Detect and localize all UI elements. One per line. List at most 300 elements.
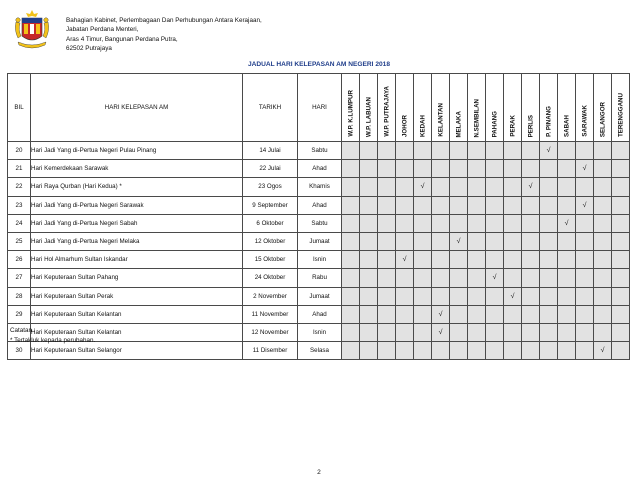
check-mark: √ — [600, 347, 605, 355]
state-cell — [396, 269, 414, 287]
holiday-day: Ahad — [298, 196, 342, 214]
state-cell — [540, 251, 558, 269]
state-cell — [540, 305, 558, 323]
state-cell — [342, 232, 360, 250]
state-cell — [468, 269, 486, 287]
state-cell — [576, 287, 594, 305]
holiday-name: Hari Jadi Yang di-Pertua Negeri Sabah — [31, 214, 243, 232]
row-number: 29 — [8, 305, 31, 323]
state-cell — [414, 305, 432, 323]
state-cell — [594, 342, 612, 360]
state-cell — [342, 269, 360, 287]
state-cell — [468, 178, 486, 196]
state-cell — [450, 287, 468, 305]
holiday-day: Ahad — [298, 160, 342, 178]
state-cell — [522, 142, 540, 160]
state-cell — [432, 269, 450, 287]
state-cell — [522, 342, 540, 360]
state-cell — [540, 232, 558, 250]
state-cell — [468, 305, 486, 323]
state-cell — [342, 251, 360, 269]
state-cell — [522, 251, 540, 269]
state-cell — [450, 160, 468, 178]
column-header-holiday: HARI KELEPASAN AM — [31, 74, 243, 142]
state-cell — [540, 287, 558, 305]
state-cell — [360, 214, 378, 232]
state-cell — [504, 214, 522, 232]
state-cell — [432, 305, 450, 323]
state-name: KEDAH — [419, 114, 426, 137]
notes — [10, 326, 95, 346]
state-cell — [576, 232, 594, 250]
state-cell — [378, 178, 396, 196]
state-cell — [612, 142, 630, 160]
row-number: 21 — [8, 160, 31, 178]
row-number: 25 — [8, 232, 31, 250]
state-cell — [468, 287, 486, 305]
state-cell — [486, 287, 504, 305]
state-cell — [594, 251, 612, 269]
holiday-day: Sabtu — [298, 214, 342, 232]
state-cell — [396, 160, 414, 178]
check-mark: √ — [582, 165, 587, 173]
holiday-day: Sabtu — [298, 142, 342, 160]
state-cell — [594, 269, 612, 287]
state-cell — [414, 142, 432, 160]
table-row — [8, 323, 630, 341]
state-cell — [360, 251, 378, 269]
holiday-date: 23 Ogos — [243, 178, 298, 196]
table-row — [8, 142, 630, 160]
state-cell — [396, 305, 414, 323]
address-line: Jabatan Perdana Menteri, — [66, 26, 139, 34]
holiday-date: 11 November — [243, 305, 298, 323]
table-body — [8, 142, 630, 360]
state-cell — [378, 232, 396, 250]
state-name: TERENGGANU — [617, 92, 624, 137]
state-cell — [360, 269, 378, 287]
state-cell — [432, 287, 450, 305]
state-cell — [396, 196, 414, 214]
state-cell — [540, 342, 558, 360]
state-cell — [342, 323, 360, 341]
column-header-state — [612, 74, 630, 142]
state-name: P. PINANG — [545, 106, 552, 137]
state-cell — [558, 305, 576, 323]
state-cell — [468, 196, 486, 214]
state-cell — [396, 142, 414, 160]
state-cell — [540, 196, 558, 214]
note-item: * Tertakluk kepada perubahan. — [10, 337, 96, 344]
state-cell — [468, 251, 486, 269]
state-cell — [576, 269, 594, 287]
state-cell — [414, 269, 432, 287]
state-cell — [342, 196, 360, 214]
state-name: PERLIS — [527, 114, 534, 137]
state-cell — [414, 232, 432, 250]
state-cell — [396, 178, 414, 196]
state-cell — [594, 196, 612, 214]
state-cell — [504, 160, 522, 178]
state-cell — [504, 142, 522, 160]
column-header-state — [468, 74, 486, 142]
column-header-state — [504, 74, 522, 142]
column-header-state — [396, 74, 414, 142]
state-cell — [504, 178, 522, 196]
row-number: 20 — [8, 142, 31, 160]
state-name: W.P. K.LUMPUR — [347, 90, 354, 137]
holiday-name: Hari Keputeraan Sultan Kelantan — [31, 305, 243, 323]
column-header-state — [342, 74, 360, 142]
malaysia-coat-of-arms-icon — [12, 8, 52, 52]
state-cell — [450, 251, 468, 269]
state-cell — [360, 160, 378, 178]
state-cell — [522, 214, 540, 232]
check-mark: √ — [438, 310, 443, 318]
state-cell — [414, 214, 432, 232]
state-cell — [450, 178, 468, 196]
state-cell — [522, 232, 540, 250]
state-cell — [396, 251, 414, 269]
state-cell — [414, 178, 432, 196]
table-row — [8, 160, 630, 178]
state-cell — [576, 323, 594, 341]
state-name: PERAK — [509, 115, 516, 137]
table-header-row — [8, 74, 630, 142]
page-number: 2 — [317, 469, 321, 476]
state-cell — [540, 214, 558, 232]
column-header-date: TARIKH — [243, 74, 298, 142]
state-cell — [612, 287, 630, 305]
state-cell — [540, 323, 558, 341]
holiday-day: Khamis — [298, 178, 342, 196]
table-row — [8, 342, 630, 360]
state-cell — [414, 342, 432, 360]
holiday-name: Hari Jadi Yang di-Pertua Negeri Sarawak — [31, 196, 243, 214]
state-cell — [414, 196, 432, 214]
check-mark: √ — [546, 147, 551, 155]
state-cell — [594, 287, 612, 305]
state-cell — [450, 142, 468, 160]
state-cell — [360, 232, 378, 250]
document-title: JADUAL HARI KELEPASAN AM NEGERI 2018 — [247, 61, 391, 68]
state-cell — [522, 269, 540, 287]
state-cell — [378, 196, 396, 214]
row-number: 30 — [8, 342, 31, 360]
state-cell — [612, 323, 630, 341]
state-name: N.SEMBILAN — [473, 98, 480, 137]
state-cell — [594, 305, 612, 323]
state-cell — [396, 323, 414, 341]
state-cell — [504, 269, 522, 287]
state-cell — [558, 342, 576, 360]
check-mark: √ — [510, 292, 515, 300]
state-name: W.P. LABUAN — [365, 96, 372, 137]
state-cell — [432, 251, 450, 269]
state-cell — [450, 323, 468, 341]
check-mark: √ — [564, 219, 569, 227]
holiday-date: 12 November — [243, 323, 298, 341]
state-cell — [504, 287, 522, 305]
state-name: W.P. PUTRAJAYA — [383, 86, 390, 137]
check-mark: √ — [438, 328, 443, 336]
row-number: 22 — [8, 178, 31, 196]
state-cell — [486, 342, 504, 360]
column-header-state — [378, 74, 396, 142]
state-cell — [450, 214, 468, 232]
column-header-state — [558, 74, 576, 142]
address-line: 62502 Putrajaya — [66, 44, 112, 52]
state-cell — [342, 305, 360, 323]
state-cell — [486, 251, 504, 269]
state-cell — [468, 214, 486, 232]
holiday-table — [7, 73, 630, 360]
state-cell — [612, 160, 630, 178]
state-cell — [594, 142, 612, 160]
table-row — [8, 196, 630, 214]
state-cell — [360, 178, 378, 196]
holiday-date: 6 Oktober — [243, 214, 298, 232]
row-number: 24 — [8, 214, 31, 232]
state-cell — [486, 232, 504, 250]
state-cell — [594, 178, 612, 196]
state-cell — [486, 214, 504, 232]
holiday-date: 14 Julai — [243, 142, 298, 160]
holiday-name: Hari Jadi Yang di-Pertua Negeri Melaka — [31, 232, 243, 250]
state-cell — [342, 178, 360, 196]
state-cell — [360, 142, 378, 160]
check-mark: √ — [492, 274, 497, 282]
state-cell — [432, 160, 450, 178]
state-cell — [396, 214, 414, 232]
state-cell — [576, 160, 594, 178]
row-number: 26 — [8, 251, 31, 269]
holiday-name: Hari Keputeraan Sultan Perak — [31, 287, 243, 305]
state-cell — [522, 287, 540, 305]
state-cell — [558, 287, 576, 305]
column-header-state — [594, 74, 612, 142]
state-cell — [396, 287, 414, 305]
state-cell — [486, 178, 504, 196]
state-cell — [594, 160, 612, 178]
state-name: SARAWAK — [581, 105, 588, 137]
check-mark: √ — [420, 183, 425, 191]
state-cell — [576, 196, 594, 214]
table-row — [8, 287, 630, 305]
state-cell — [594, 214, 612, 232]
state-cell — [360, 323, 378, 341]
state-cell — [576, 305, 594, 323]
state-cell — [342, 287, 360, 305]
column-header-state — [522, 74, 540, 142]
state-cell — [378, 323, 396, 341]
holiday-day: Selasa — [298, 342, 342, 360]
state-cell — [540, 178, 558, 196]
state-cell — [414, 287, 432, 305]
state-cell — [558, 214, 576, 232]
state-cell — [360, 196, 378, 214]
state-cell — [450, 269, 468, 287]
state-cell — [396, 342, 414, 360]
holiday-date: 12 Oktober — [243, 232, 298, 250]
state-cell — [396, 232, 414, 250]
state-cell — [360, 342, 378, 360]
table-row — [8, 214, 630, 232]
check-mark: √ — [528, 183, 533, 191]
column-header-state — [414, 74, 432, 142]
state-cell — [486, 142, 504, 160]
state-cell — [486, 305, 504, 323]
column-header-state — [450, 74, 468, 142]
column-header-state — [576, 74, 594, 142]
state-cell — [450, 196, 468, 214]
state-cell — [540, 269, 558, 287]
state-cell — [522, 178, 540, 196]
state-cell — [414, 160, 432, 178]
holiday-day: Ahad — [298, 305, 342, 323]
holiday-day: Jumaat — [298, 287, 342, 305]
state-cell — [468, 142, 486, 160]
state-cell — [432, 342, 450, 360]
state-cell — [486, 196, 504, 214]
state-cell — [378, 342, 396, 360]
holiday-day: Jumaat — [298, 232, 342, 250]
state-cell — [612, 305, 630, 323]
state-cell — [378, 160, 396, 178]
state-cell — [486, 160, 504, 178]
state-cell — [612, 251, 630, 269]
state-name: MELAKA — [455, 110, 462, 137]
column-header-state — [360, 74, 378, 142]
holiday-date: 9 September — [243, 196, 298, 214]
holiday-name: Hari Raya Qurban (Hari Kedua) * — [31, 178, 243, 196]
state-cell — [468, 342, 486, 360]
state-cell — [360, 305, 378, 323]
state-name: JOHOR — [401, 114, 408, 137]
column-header-state — [486, 74, 504, 142]
check-mark: √ — [582, 201, 587, 209]
state-cell — [432, 232, 450, 250]
state-cell — [540, 142, 558, 160]
state-cell — [468, 323, 486, 341]
holiday-day: Isnin — [298, 251, 342, 269]
state-cell — [576, 251, 594, 269]
state-cell — [342, 214, 360, 232]
state-cell — [522, 196, 540, 214]
column-header-day: HARI — [298, 74, 342, 142]
address-line: Aras 4 Timur, Bangunan Perdana Putra, — [66, 35, 178, 43]
state-cell — [558, 269, 576, 287]
state-cell — [504, 305, 522, 323]
state-cell — [504, 232, 522, 250]
state-cell — [522, 160, 540, 178]
state-cell — [342, 142, 360, 160]
table-row — [8, 251, 630, 269]
state-cell — [576, 214, 594, 232]
state-cell — [612, 178, 630, 196]
state-cell — [378, 287, 396, 305]
state-cell — [558, 251, 576, 269]
issuer-address — [66, 16, 262, 53]
state-cell — [594, 323, 612, 341]
holiday-day: Rabu — [298, 269, 342, 287]
state-cell — [558, 178, 576, 196]
state-cell — [432, 214, 450, 232]
notes-heading: Catatan : — [10, 327, 36, 334]
state-cell — [342, 342, 360, 360]
column-header-state — [540, 74, 558, 142]
holiday-name: Hari Kemerdekaan Sarawak — [31, 160, 243, 178]
state-name: SELANGOR — [599, 101, 606, 137]
state-cell — [558, 232, 576, 250]
holiday-date: 24 Oktober — [243, 269, 298, 287]
state-cell — [486, 323, 504, 341]
holiday-date: 2 November — [243, 287, 298, 305]
state-cell — [378, 214, 396, 232]
state-cell — [576, 342, 594, 360]
state-name: SABAH — [563, 114, 570, 137]
state-name: KELANTAN — [437, 103, 444, 137]
state-cell — [522, 323, 540, 341]
row-number: 27 — [8, 269, 31, 287]
table-row — [8, 269, 630, 287]
state-cell — [450, 305, 468, 323]
state-cell — [450, 342, 468, 360]
state-cell — [414, 323, 432, 341]
check-mark: √ — [456, 238, 461, 246]
holiday-day: Isnin — [298, 323, 342, 341]
state-cell — [468, 232, 486, 250]
state-cell — [432, 323, 450, 341]
state-name: PAHANG — [491, 110, 498, 137]
state-cell — [612, 342, 630, 360]
address-line: Bahagian Kabinet, Perlembagaan Dan Perhubungan Antara Kerajaan, — [66, 17, 262, 24]
state-cell — [558, 160, 576, 178]
state-cell — [612, 232, 630, 250]
state-cell — [612, 196, 630, 214]
table-row — [8, 178, 630, 196]
holiday-date: 22 Julai — [243, 160, 298, 178]
state-cell — [468, 160, 486, 178]
holiday-name: Hari Keputeraan Sultan Pahang — [31, 269, 243, 287]
state-cell — [378, 251, 396, 269]
state-cell — [576, 142, 594, 160]
state-cell — [540, 160, 558, 178]
state-cell — [558, 323, 576, 341]
state-cell — [504, 196, 522, 214]
state-cell — [612, 214, 630, 232]
state-cell — [594, 232, 612, 250]
holiday-name: Hari Hol Almarhum Sultan Iskandar — [31, 251, 243, 269]
table-row — [8, 305, 630, 323]
state-cell — [378, 142, 396, 160]
state-cell — [342, 160, 360, 178]
holiday-name: Hari Jadi Yang di-Pertua Negeri Pulau Pinang — [31, 142, 243, 160]
state-cell — [432, 142, 450, 160]
state-cell — [432, 196, 450, 214]
check-mark: √ — [402, 256, 407, 264]
state-cell — [432, 178, 450, 196]
column-header-state — [432, 74, 450, 142]
state-cell — [504, 323, 522, 341]
state-cell — [378, 305, 396, 323]
state-cell — [522, 305, 540, 323]
state-cell — [576, 178, 594, 196]
state-cell — [378, 269, 396, 287]
state-cell — [360, 287, 378, 305]
holiday-name: Hari Keputeraan Sultan Selangor — [31, 342, 243, 360]
state-cell — [558, 196, 576, 214]
